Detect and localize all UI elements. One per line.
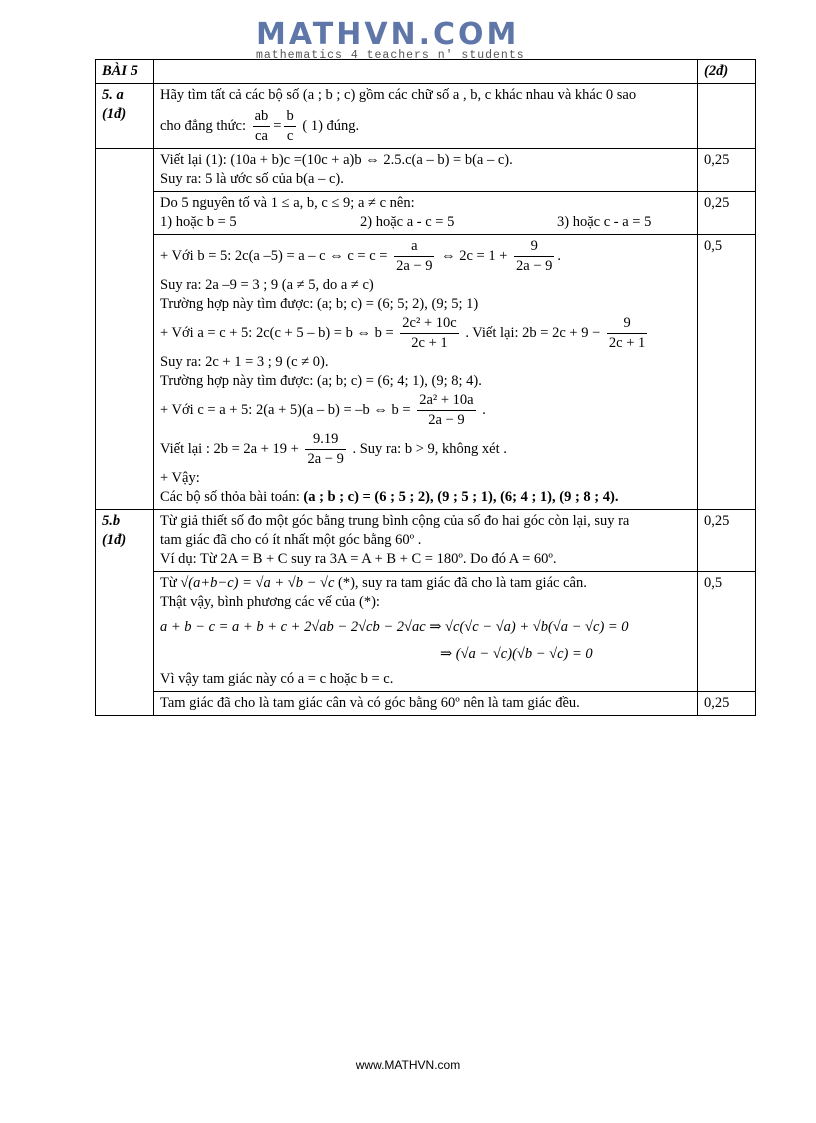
frac-num: a (394, 237, 434, 257)
frac-den: 2c + 1 (411, 335, 448, 351)
b1-cell (154, 510, 698, 572)
frac-den: 2a − 9 (428, 412, 465, 428)
part-a-points: (1đ) (102, 106, 127, 122)
step2-line1: Do 5 nguyên tố và 1 ≤ a, b, c ≤ 9; a ≠ c nên: (160, 195, 415, 211)
step3-score: 0,5 (698, 235, 756, 510)
frac-den: c (286, 128, 294, 144)
case1-mid: ⇔ 2c = 1 + (441, 247, 508, 264)
b1-line2: tam giác đã cho có ít nhất một góc bằng 60º . (160, 532, 422, 548)
frac-num: b (284, 107, 295, 127)
frac-num: ab (253, 107, 271, 127)
table-row-step2 (96, 192, 756, 235)
logo-tagline: mathematics 4 teachers n' students (256, 49, 525, 62)
bai-label: BÀI 5 (96, 60, 154, 84)
fraction-case3-rewrite (305, 430, 345, 469)
step3-line5: Suy ra: 2c + 1 = 3 ; 9 (c ≠ 0). (160, 354, 329, 370)
b3-cell (154, 692, 698, 716)
empty-label-cell (96, 149, 154, 510)
step3-line6: Trường hợp này tìm được: (a; b; c) = (6; 4; 1), (9; 8; 4). (160, 373, 482, 389)
b2-line2: Thật vậy, bình phương các vế của (*): (160, 594, 380, 610)
logo-main-text: MATHVN.COM (256, 17, 520, 52)
frac-num: 9 (607, 314, 647, 334)
case2-mid: . Viết lại: 2b = 2c + 9 − (465, 324, 601, 341)
table-row-step3 (96, 235, 756, 510)
b1-line1: Từ giả thiết số đo một góc bằng trung bình cộng của số đo hai góc còn lại, suy ra (160, 513, 630, 529)
case1-end: . (557, 247, 562, 264)
step3-line8-suffix: . Suy ra: b > 9, không xét . (352, 440, 507, 457)
step2-option1: 1) hoặc b = 5 (160, 214, 237, 230)
step2-option2: 2) hoặc a - c = 5 (360, 214, 455, 230)
problem-a-cell (154, 84, 698, 149)
header-empty-cell (154, 60, 698, 84)
frac-den: 2a − 9 (307, 451, 344, 467)
step1-cell (154, 149, 698, 192)
case1-prefix: + Với b = 5: 2c(a –5) = a – c ⇔ c = c = (160, 247, 388, 264)
part-b-points: (1đ) (102, 532, 127, 548)
part-b-label: 5.b (102, 513, 121, 529)
table-row-b3 (96, 692, 756, 716)
frac-num: 2c² + 10c (400, 314, 458, 334)
b3-line: Tam giác đã cho là tam giác cân và có góc bằng 60º nên là tam giác đều. (160, 695, 580, 711)
b2-line3: a + b − c = a + b + c + 2√ab − 2√cb − 2√ac ⇒ √c(√c − √a) + √b(√a − √c) = 0 (160, 619, 629, 635)
answer-sets: (a ; b ; c) = (6 ; 5 ; 2), (9 ; 5 ; 1), (6; 4 ; 1), (9 ; 8 ; 4). (303, 489, 619, 505)
frac-den: 2a − 9 (396, 258, 433, 274)
fraction-ab-ca (253, 107, 271, 146)
frac-num: 9.19 (305, 430, 345, 450)
b2-cell (154, 572, 698, 692)
frac-den: 2c + 1 (608, 335, 646, 351)
step3-line9: + Vậy: (160, 470, 200, 486)
equals-sign: = (273, 117, 282, 134)
table-row-b2 (96, 572, 756, 692)
problem-a-line2-prefix: cho đẳng thức: (160, 117, 246, 134)
fraction-case2-c (607, 314, 647, 353)
step3-line3: Trường hợp này tìm được: (a; b; c) = (6; 5; 2), (9; 5; 1) (160, 296, 479, 312)
problem-a-line2-suffix: ( 1) đúng. (302, 117, 360, 134)
case3-end: . (482, 401, 486, 418)
footer-url: www.MATHVN.com (355, 1058, 461, 1072)
b1-line3: Ví dụ: Từ 2A = B + C suy ra 3A = A + B + C = 180º. Do đó A = 60º. (160, 551, 557, 567)
empty-score-cell (698, 84, 756, 149)
step3-line8-prefix: Viết lại : 2b = 2a + 19 + (160, 440, 299, 457)
step3-cell (154, 235, 698, 510)
b3-score: 0,25 (698, 692, 756, 716)
answer-prefix: Các bộ số thỏa bài toán: (160, 489, 304, 505)
step2-score: 0,25 (698, 192, 756, 235)
b2-score: 0,5 (698, 572, 756, 692)
b2-line1-prefix: Từ (160, 575, 177, 591)
fraction-case1-b (514, 237, 554, 276)
problem-a-line1: Hãy tìm tất cả các bộ số (a ; b ; c) gồm các chữ số a , b, c khác nhau và khác 0 sao (160, 87, 637, 103)
b2-line1-suffix: (*), suy ra tam giác đã cho là tam giác cân. (338, 575, 587, 591)
part-a-label: 5. a (102, 87, 124, 103)
step2-cell (154, 192, 698, 235)
case2-prefix: + Với a = c + 5: 2c(c + 5 – b) = b ⇔ b = (160, 324, 394, 341)
frac-den: 2a − 9 (516, 258, 553, 274)
part-a-label-cell (96, 84, 154, 149)
step1-line1: Viết lại (1): (10a + b)c =(10c + a)b ⇔ 2.5.c(a – b) = b(a – c). (160, 152, 513, 168)
fraction-case2-b (400, 314, 458, 353)
frac-num: 9 (514, 237, 554, 257)
step2-option3: 3) hoặc c - a = 5 (557, 214, 652, 230)
table-row-step1 (96, 149, 756, 192)
site-logo (256, 17, 560, 62)
frac-den: ca (255, 128, 268, 144)
b2-line1-equation: √(a+b−c) = √a + √b − √c (180, 575, 335, 591)
fraction-b-c (284, 107, 295, 146)
solution-table (95, 59, 756, 716)
b1-score: 0,25 (698, 510, 756, 572)
b2-line4: ⇒ (√a − √c)(√b − √c) = 0 (440, 646, 593, 662)
table-row-header (96, 60, 756, 84)
case3-prefix: + Với c = a + 5: 2(a + 5)(a – b) = –b ⇔ b = (160, 401, 411, 418)
step1-line2: Suy ra: 5 là ước số của b(a – c). (160, 171, 344, 187)
step1-score: 0,25 (698, 149, 756, 192)
table-row-b1 (96, 510, 756, 572)
table-row-problem-a (96, 84, 756, 149)
part-b-label-cell (96, 510, 154, 716)
b2-line5: Vì vậy tam giác này có a = c hoặc b = c. (160, 671, 394, 687)
total-points: (2đ) (698, 60, 756, 84)
fraction-case3-b (417, 391, 475, 430)
step3-line2: Suy ra: 2a –9 = 3 ; 9 (a ≠ 5, do a ≠ c) (160, 277, 374, 293)
fraction-case1-a (394, 237, 434, 276)
frac-num: 2a² + 10a (417, 391, 475, 411)
